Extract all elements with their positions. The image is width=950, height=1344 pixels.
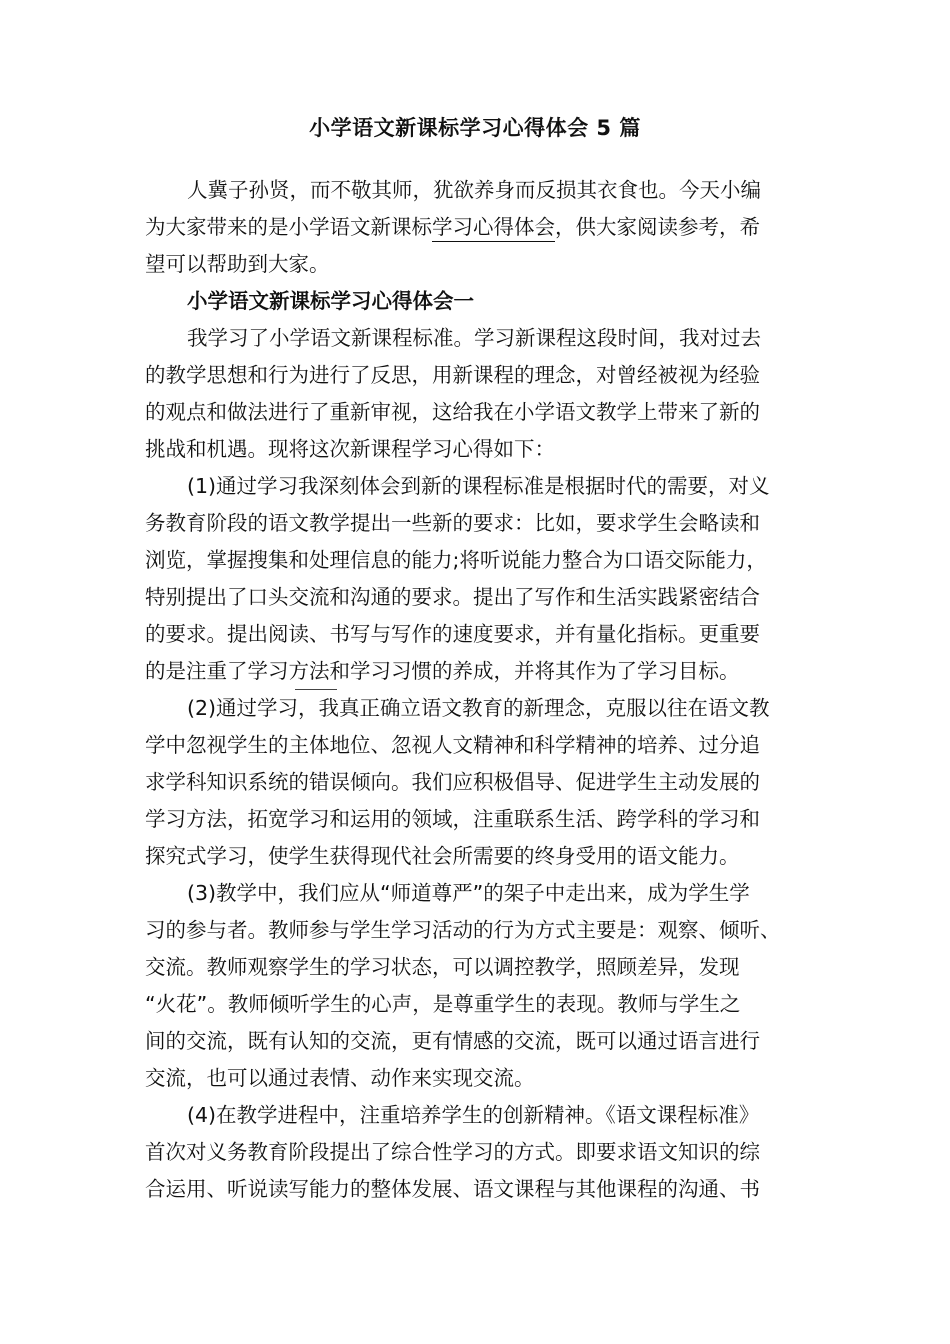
paragraph-line: 务教育阶段的语文教学提出一些新的要求：比如，要求学生会略读和 (145, 511, 760, 535)
paragraph-line: (4)在教学进程中，注重培养学生的创新精神。《语文课程标准》 (187, 1103, 760, 1127)
paragraph-line: 挑战和机遇。现将这次新课程学习心得如下： (145, 437, 555, 461)
paragraph-line: 浏览，掌握搜集和处理信息的能力;将听说能力整合为口语交际能力， (145, 548, 767, 572)
paragraph-line: 探究式学习，使学生获得现代社会所需要的终身受用的语文能力。 (145, 844, 740, 868)
section-heading: 小学语文新课标学习心得体会一 (187, 289, 474, 313)
paragraph-line: 的要求。提出阅读、书写与写作的速度要求，并有量化指标。更重要 (145, 622, 760, 646)
intro-line-2-text-after: ，供大家阅读参考，希 (555, 215, 760, 239)
intro-line-2-text-before: 为大家带来的是小学语文新课标 (145, 215, 432, 239)
intro-link[interactable]: 学习心得体会 (432, 215, 555, 242)
intro-line-2 (145, 212, 760, 242)
underline-mark (295, 689, 337, 690)
paragraph-line: (2)通过学习，我真正确立语文教育的新理念，克服以往在语文教 (187, 696, 770, 720)
paragraph-line: 求学科知识系统的错误倾向。我们应积极倡导、促进学生主动发展的 (145, 770, 760, 794)
paragraph-line: 首次对义务教育阶段提出了综合性学习的方式。即要求语文知识的综 (145, 1140, 760, 1164)
paragraph-line: 合运用、听说读写能力的整体发展、语文课程与其他课程的沟通、书 (145, 1177, 760, 1201)
paragraph-line: 的观点和做法进行了重新审视，这给我在小学语文教学上带来了新的 (145, 400, 760, 424)
paragraph-line: 特别提出了口头交流和沟通的要求。提出了写作和生活实践紧密结合 (145, 585, 760, 609)
intro-line-1: 人冀子孙贤，而不敬其师，犹欲养身而反损其衣食也。今天小编 (187, 178, 761, 202)
paragraph-line: 学习方法，拓宽学习和运用的领域，注重联系生活、跨学科的学习和 (145, 807, 760, 831)
paragraph-line: 交流，也可以通过表情、动作来实现交流。 (145, 1066, 535, 1090)
paragraph-line: 的教学思想和行为进行了反思，用新课程的理念，对曾经被视为经验 (145, 363, 760, 387)
paragraph-line: 学中忽视学生的主体地位、忽视人文精神和科学精神的培养、过分追 (145, 733, 760, 757)
paragraph-line: 的是注重了学习方法和学习习惯的养成，并将其作为了学习目标。 (145, 659, 740, 683)
document-title: 小学语文新课标学习心得体会 5 篇 (309, 116, 641, 140)
paragraph-line: 间的交流，既有认知的交流，更有情感的交流，既可以通过语言进行 (145, 1029, 760, 1053)
paragraph-line: “火花”。教师倾听学生的心声，是尊重学生的表现。教师与学生之 (145, 992, 741, 1016)
paragraph-line: 我学习了小学语文新课程标准。学习新课程这段时间，我对过去 (187, 326, 761, 350)
intro-line-3: 望可以帮助到大家。 (145, 252, 330, 276)
paragraph-line: (3)教学中，我们应从“师道尊严”的架子中走出来，成为学生学 (187, 881, 750, 905)
paragraph-line: 交流。教师观察学生的学习状态，可以调控教学，照顾差异，发现 (145, 955, 740, 979)
paragraph-line: 习的参与者。教师参与学生学习活动的行为方式主要是：观察、倾听、 (145, 918, 781, 942)
paragraph-line: (1)通过学习我深刻体会到新的课程标准是根据时代的需要，对义 (187, 474, 770, 498)
